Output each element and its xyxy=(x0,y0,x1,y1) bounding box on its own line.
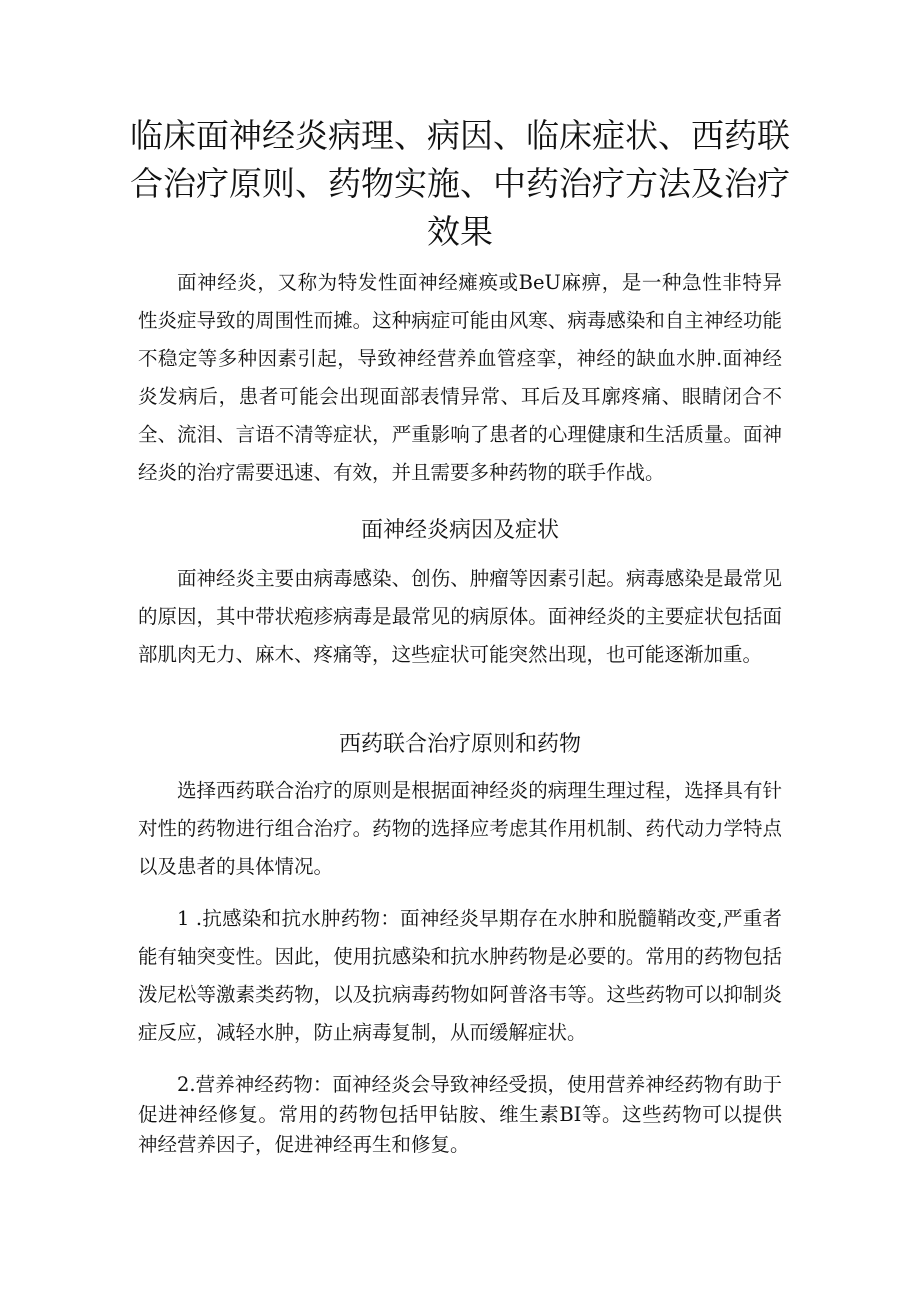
nerve-nutrition-drugs-paragraph: 2.营养神经药物：面神经炎会导致神经受损，使用营养神经药物有助于促进神经修复。常用的药物包括甲钻胺、维生素BI等。这些药物可以提供神经营养因子，促进神经再生和修复。 xyxy=(138,1073,782,1156)
intro-paragraph: 面神经炎，又称为特发性面神经瘫痪或BeU麻痹，是一种急性非特异性炎症导致的周围性而摊。这种病症可能由风寒、病毒感染和自主神经功能不稳定等多种因素引起，导致神经营养血管痉挛，神经的缺血水肿.面神经炎发病后，患者可能会出现面部表情异常、耳后及耳廓疼痛、眼睛闭合不全、流泪、言语不清等症状，严重影响了患者的心理健康和生活质量。面神经炎的治疗需要迅速、有效，并且需要多种药物的联手作战。 xyxy=(138,271,782,484)
document-title: 临床面神经炎病理、病因、临床症状、西药联合治疗原则、药物实施、中药治疗方法及治疗效果 xyxy=(130,116,790,251)
causes-symptoms-paragraph: 面神经炎主要由病毒感染、创伤、肿瘤等因素引起。病毒感染是最常见的原因，其中带状疱疹病毒是最常见的病原体。面神经炎的主要症状包括面部肌肉无力、麻木、疼痛等，这些症状可能突然出现，也可能逐渐加重。 xyxy=(138,567,782,666)
anti-infection-drugs-paragraph: 1 .抗感染和抗水肿药物：面神经炎早期存在水肿和脱髓鞘改变,严重者能有轴突变性。因此，使用抗感染和抗水肿药物是必要的。常用的药物包括泼尼松等激素类药物，以及抗病毒药物如阿普洛韦等。这些药物可以抑制炎症反应，减轻水肿，防止病毒复制，从而缓解症状。 xyxy=(138,907,782,1044)
section-heading-causes-symptoms: 面神经炎病因及症状 xyxy=(360,518,559,543)
section-heading-western-medicine: 西药联合治疗原则和药物 xyxy=(338,732,581,757)
western-medicine-principle-paragraph: 选择西药联合治疗的原则是根据面神经炎的病理生理过程，选择具有针对性的药物进行组合治疗。药物的选择应考虑其作用机制、药代动力学特点以及患者的具体情况。 xyxy=(138,779,782,878)
